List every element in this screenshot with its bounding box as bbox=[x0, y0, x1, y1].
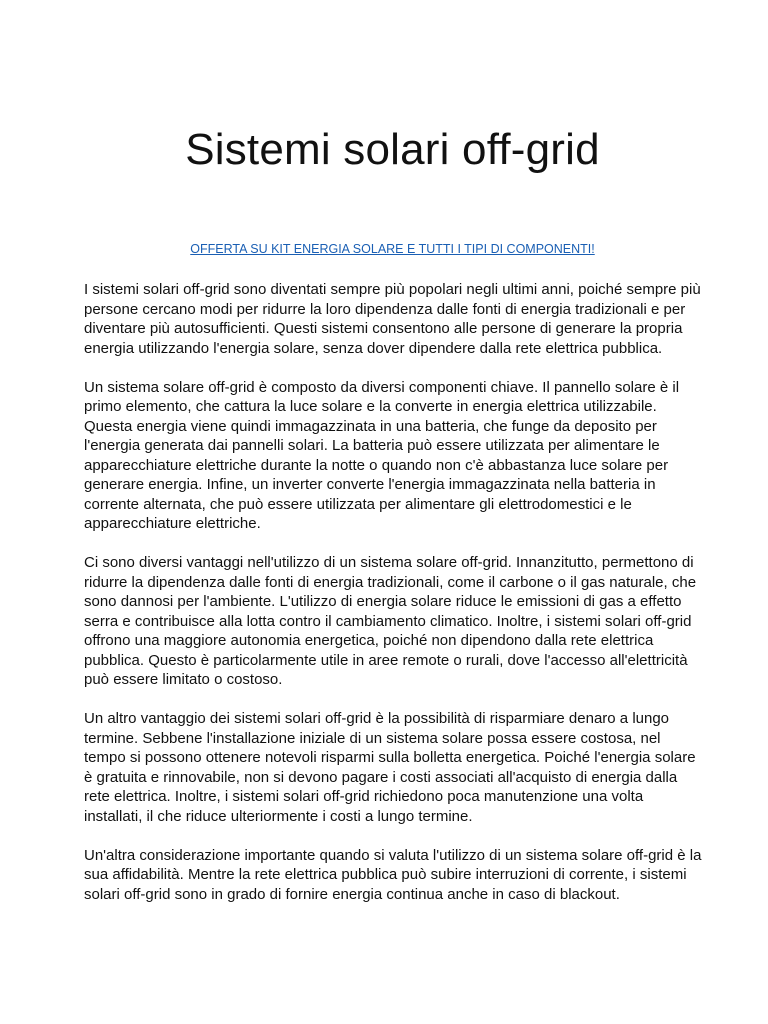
page-title: Sistemi solari off-grid bbox=[185, 125, 600, 174]
paragraph-savings: Un altro vantaggio dei sistemi solari off-grid è la possibilità di risparmiare denaro a lungo termine. Sebbene l'installazione iniziale di un sistema solare possa essere costosa, nel tempo si possono ottenere notevoli risparmi sulla bolletta energetica. Poiché l'energia solare è gratuita e rinnovabile, non si devono pagare i costi associati all'acquisto di energia dalla rete elettrica. Inoltre, i sistemi solari off-grid richiedono poca manutenzione una volta installati, il che riduce ulteriormente i costi a lungo termine. bbox=[84, 710, 696, 825]
paragraph-advantages: Ci sono diversi vantaggi nell'utilizzo di un sistema solare off-grid. Innanzitutto, permettono di ridurre la dipendenza dalle fonti di energia tradizionali, come il carbone o il gas naturale, che sono dannosi per l'ambiente. L'utilizzo di energia solare riduce le emissioni di gas a effetto serra e contribuisce alla lotta contro il cambiamento climatico. Inoltre, i sistemi solari off-grid offrono una maggiore autonomia energetica, poiché non dipendono dalla rete elettrica pubblica. Questo è particolarmente utile in aree remote o rurali, dove l'accesso all'elettricità può essere limitato o costoso. bbox=[84, 554, 697, 688]
promo-link[interactable]: OFFERTA SU KIT ENERGIA SOLARE E TUTTI I TIPI DI COMPONENTI! bbox=[190, 242, 595, 256]
paragraph-components: Un sistema solare off-grid è composto da diversi componenti chiave. Il pannello solare è il primo elemento, che cattura la luce solare e la converte in energia elettrica utilizzabile. Questa energia viene quindi immagazzinata in una batteria, che funge da deposito per l'energia generata dai pannelli solari. La batteria può essere utilizzata per alimentare le apparecchiature elettriche durante la notte o quando non c'è abbastanza luce solare per generare energia. Infine, un inverter converte l'energia immagazzinata nella batteria in corrente alternata, che può essere utilizzata per alimentare gli elettrodomestici e le apparecchiature elettriche. bbox=[84, 378, 680, 532]
document-body bbox=[84, 280, 704, 924]
paragraph-intro: I sistemi solari off-grid sono diventati sempre più popolari negli ultimi anni, poiché sempre più persone cercano modi per ridurre la loro dipendenza dalle fonti di energia tradizionali e per diventare più autosufficienti. Questi sistemi consentono alle persone di generare la propria energia utilizzando l'energia solare, senza dover dipendere dalla rete elettrica pubblica. bbox=[84, 281, 701, 357]
paragraph-reliability: Un'altra considerazione importante quando si valuta l'utilizzo di un sistema solare off-grid è la sua affidabilità. Mentre la rete elettrica pubblica può subire interruzioni di corrente, i sistemi solari off-grid sono in grado di fornire energia continua anche in caso di blackout. bbox=[84, 846, 702, 903]
